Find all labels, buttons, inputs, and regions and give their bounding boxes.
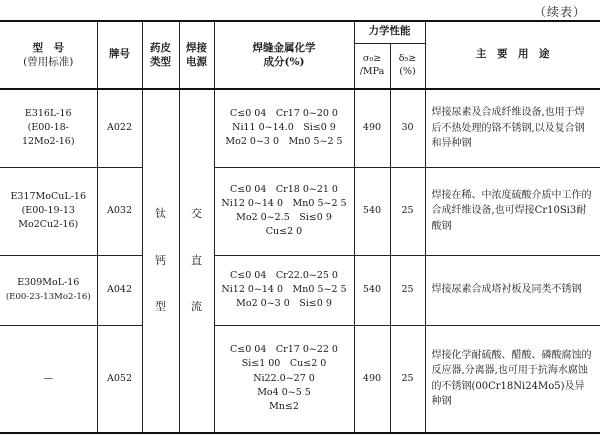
header-power-line1: 焊接 (186, 41, 207, 54)
chem-cell (214, 89, 354, 167)
power-char: 交 (191, 207, 202, 221)
coating-char: 钛 (155, 207, 166, 221)
chem-line: Ni12 0~14 0 Mn0 5~2 5 (221, 197, 347, 209)
chem-line: Cu≤2 0 (265, 226, 303, 238)
chem-line: Mn≤2 (269, 401, 299, 413)
header-coating-line2: 类型 (150, 56, 171, 68)
chem-line: Ni22.0~27 0 (253, 372, 315, 384)
model-line: E317MoCuL-16 (10, 190, 86, 202)
header-row-1 (0, 21, 600, 43)
continued-label: （续表） (533, 5, 586, 19)
model-line: E316L-16 (24, 107, 72, 119)
chem-cell (214, 325, 354, 433)
model-cell (0, 89, 97, 167)
usage-cell: 焊接在稀、中浓度硫酸介质中工作的合成纤维设备,也可焊接Cr10Si3耐酸钢 (425, 167, 600, 255)
header-chem-line2: 成分(%) (263, 56, 305, 68)
model-line: (E00-18- (27, 122, 69, 134)
header-model-line1: 型 号 (32, 41, 64, 54)
chem-line: Mo2 0~2.5 Si≤0 9 (236, 212, 332, 223)
model-cell (0, 167, 97, 255)
model-line: (E00-23-13Mo2-16) (5, 291, 91, 302)
table-row (0, 89, 600, 167)
header-sigma (354, 43, 390, 89)
coating-char: 型 (155, 300, 166, 314)
table-row (0, 325, 600, 433)
delta-cell: 25 (390, 167, 425, 255)
usage-cell: 焊接尿素合成塔衬板及同类不锈钢 (425, 255, 600, 325)
header-sigma-line1: σ₀≥ (362, 52, 382, 64)
model-line: 12Mo2-16) (21, 136, 75, 148)
chem-line: Ni12 0~14 0 Mn0 5~2 5 (221, 283, 347, 295)
sigma-cell: 490 (354, 325, 390, 433)
chem-line: Mo2 0~3 0 Si≤0 9 (236, 298, 332, 310)
header-model-line2: (曾用标准) (23, 56, 74, 68)
coating-char: 钙 (155, 253, 166, 267)
header-chem (214, 21, 354, 89)
coating-type-cell (142, 89, 179, 433)
chem-cell (214, 255, 354, 325)
model-line: — (43, 372, 53, 384)
header-coating-line1: 药皮 (150, 41, 171, 54)
chem-line: C≤0 04 Cr17 0~20 0 (230, 107, 338, 119)
power-char: 直 (191, 253, 202, 267)
model-cell (0, 255, 97, 325)
power-char: 流 (191, 300, 202, 314)
header-delta-line2: (%) (399, 65, 416, 77)
delta-cell: 25 (390, 255, 425, 325)
header-delta-line1: δ₅≥ (398, 52, 417, 64)
header-power (179, 21, 214, 89)
table-row (0, 255, 600, 325)
header-grade: 牌号 (97, 21, 142, 89)
sigma-cell: 540 (354, 167, 390, 255)
chem-line: C≤0 04 Cr17 0~22 0 (230, 344, 338, 356)
chem-cell (214, 167, 354, 255)
chem-line: Si≤1 00 Cu≤2 0 (241, 358, 327, 370)
grade-cell: A032 (97, 167, 142, 255)
header-usage: 主 要 用 途 (425, 21, 600, 89)
delta-cell: 30 (390, 89, 425, 167)
grade-cell: A022 (97, 89, 142, 167)
header-chem-line1: 焊缝金属化学 (252, 41, 316, 54)
grade-cell: A042 (97, 255, 142, 325)
chem-line: C≤0 04 Cr18 0~21 0 (230, 183, 338, 195)
model-line: E309MoL-16 (17, 277, 80, 289)
electrode-table (0, 20, 600, 434)
chem-line: C≤0 04 Cr22.0~25 0 (230, 269, 338, 281)
model-line: (E00-19-13 (21, 204, 75, 216)
chem-line: Ni11 0~14.0 Si≤0 9 (232, 122, 336, 134)
header-power-line2: 电源 (186, 56, 207, 68)
chem-line: Mo2 0~3 0 Mn0 5~2 5 (225, 136, 343, 148)
header-sigma-line2: /MPa (359, 65, 385, 77)
model-line: Mo2Cu2-16) (18, 219, 79, 231)
usage-cell: 焊接化学耐硫酸、醋酸、磷酸腐蚀的反应器,分离器,也可用于抗海水腐蚀的不锈钢(00Cr18Ni24Mo5)及异种钢 (425, 325, 600, 433)
sigma-cell: 490 (354, 89, 390, 167)
chem-line: Mo4 0~5 5 (257, 386, 311, 398)
header-delta (390, 43, 425, 89)
header-coating (142, 21, 179, 89)
model-cell (0, 325, 97, 433)
header-model (0, 21, 97, 89)
usage-cell: 焊接尿素及合成纤维设备,也用于焊后不热处理的铬不锈钢,以及复合钢和异种钢 (425, 89, 600, 167)
power-source-cell (179, 89, 214, 433)
delta-cell: 25 (390, 325, 425, 433)
table-row (0, 167, 600, 255)
sigma-cell: 540 (354, 255, 390, 325)
grade-cell: A052 (97, 325, 142, 433)
header-mech: 力学性能 (354, 21, 425, 43)
